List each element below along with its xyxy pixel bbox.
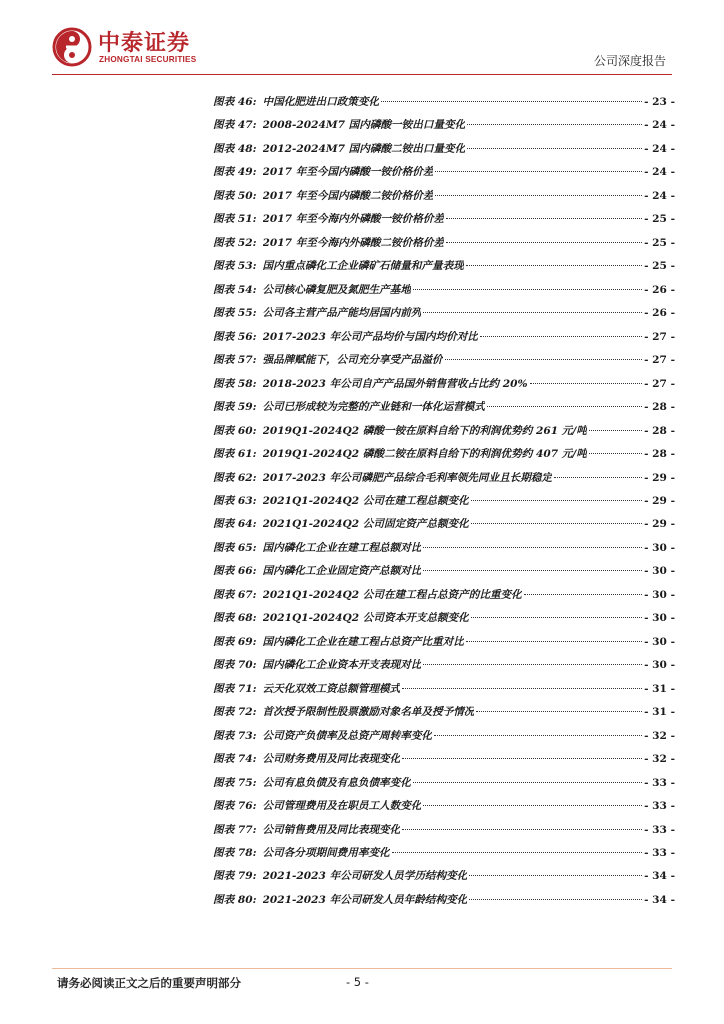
toc-figure-label: 图表 78: xyxy=(213,847,257,859)
toc-page-number: - 27 - xyxy=(644,354,675,367)
toc-figure-title: 2017 年至今海内外磷酸一铵价格价差 xyxy=(262,213,445,226)
toc-dot-leader xyxy=(476,711,642,712)
toc-entry[interactable] xyxy=(213,607,675,630)
toc-figure-label: 图表 68: xyxy=(213,612,257,625)
toc-page-number: - 29 - xyxy=(644,494,675,507)
toc-figure-title: 国内重点磷化工企业磷矿石储量和产量表现 xyxy=(262,260,464,273)
toc-dot-leader xyxy=(471,523,642,524)
toc-page-number: - 27 - xyxy=(644,330,675,343)
toc-figure-label: 图表 70: xyxy=(213,659,257,672)
toc-figure-label: 图表 61: xyxy=(213,448,257,461)
toc-entry[interactable] xyxy=(213,819,675,842)
toc-page-number: - 23 - xyxy=(644,96,675,108)
toc-figure-label: 图表 72: xyxy=(213,706,257,719)
toc-figure-label: 图表 47: xyxy=(213,119,257,132)
toc-dot-leader xyxy=(381,101,642,102)
toc-figure-title: 公司财务费用及同比表现变化 xyxy=(262,753,401,766)
toc-entry[interactable] xyxy=(213,279,675,302)
toc-figure-title: 云天化双效工资总额管理模式 xyxy=(262,682,401,695)
toc-figure-label: 图表 49: xyxy=(213,166,257,179)
toc-dot-leader xyxy=(402,758,642,759)
toc-page-number: - 33 - xyxy=(644,823,675,836)
toc-dot-leader xyxy=(530,383,642,384)
toc-entry[interactable] xyxy=(213,420,675,443)
toc-figure-title: 2017-2023 年公司磷肥产品综合毛利率领先同业且长期稳定 xyxy=(262,471,553,484)
toc-figure-label: 图表 69: xyxy=(213,635,257,648)
toc-figure-label: 图表 79: xyxy=(213,870,257,883)
toc-page-number: - 33 - xyxy=(644,800,675,813)
toc-page-number: - 30 - xyxy=(644,659,675,672)
toc-figure-label: 图表 56: xyxy=(213,330,257,343)
toc-figure-label: 图表 74: xyxy=(213,753,257,766)
toc-page-number: - 24 - xyxy=(644,166,675,179)
toc-figure-title: 公司核心磷复肥及氮肥生产基地 xyxy=(262,283,411,296)
toc-figure-title: 2017 年至今海内外磷酸二铵价格价差 xyxy=(262,236,445,249)
toc-figure-label: 图表 60: xyxy=(213,424,257,437)
toc-figure-label: 图表 64: xyxy=(213,518,257,531)
toc-entry[interactable] xyxy=(213,537,675,560)
toc-figure-title: 公司各分项期间费用率变化 xyxy=(262,847,390,859)
toc-entry[interactable] xyxy=(213,701,675,724)
toc-dot-leader xyxy=(480,336,642,337)
logo-english-name: ZHONGTAI SECURITIES xyxy=(99,55,197,64)
toc-entry[interactable] xyxy=(213,654,675,677)
toc-figure-label: 图表 52: xyxy=(213,236,257,249)
toc-figure-label: 图表 55: xyxy=(213,307,257,320)
toc-figure-label: 图表 46: xyxy=(213,96,257,108)
toc-figure-title: 中国化肥进出口政策变化 xyxy=(262,96,380,108)
toc-page-number: - 24 - xyxy=(644,189,675,202)
toc-entry[interactable] xyxy=(213,584,675,607)
zhongtai-logo-icon xyxy=(52,27,92,67)
toc-figure-title: 2021Q1-2024Q2 公司在建工程占总资产的比重变化 xyxy=(262,588,522,601)
toc-figure-label: 图表 50: xyxy=(213,189,257,202)
toc-entry[interactable] xyxy=(213,208,675,231)
toc-page-number: - 28 - xyxy=(644,448,675,461)
toc-entry[interactable] xyxy=(213,373,675,396)
toc-figure-title: 国内磷化工企业在建工程占总资产比重对比 xyxy=(262,635,464,648)
toc-entry[interactable] xyxy=(213,185,675,208)
footer-disclaimer: 请务必阅读正文之后的重要声明部分 xyxy=(57,976,241,990)
toc-figure-title: 2018-2023 年公司自产产品国外销售营收占比约 20% xyxy=(262,377,528,390)
toc-entry[interactable] xyxy=(213,161,675,184)
toc-page-number: - 32 - xyxy=(644,729,675,742)
toc-entry[interactable] xyxy=(213,772,675,795)
toc-figure-label: 图表 54: xyxy=(213,283,257,296)
toc-entry[interactable] xyxy=(213,91,675,114)
toc-figure-label: 图表 51: xyxy=(213,213,257,226)
toc-figure-title: 国内磷化工企业在建工程总额对比 xyxy=(262,541,422,554)
toc-figure-label: 图表 63: xyxy=(213,494,257,507)
toc-figure-label: 图表 65: xyxy=(213,541,257,554)
toc-dot-leader xyxy=(466,265,642,266)
toc-entry[interactable] xyxy=(213,326,675,349)
toc-entry[interactable] xyxy=(213,560,675,583)
toc-dot-leader xyxy=(435,195,642,196)
toc-dot-leader xyxy=(413,289,642,290)
toc-page-number: - 24 - xyxy=(644,142,675,155)
toc-dot-leader xyxy=(423,547,642,548)
report-type-label: 公司深度报告 xyxy=(593,54,666,68)
toc-figure-label: 图表 76: xyxy=(213,800,257,813)
toc-page-number: - 34 - xyxy=(644,870,675,883)
toc-page-number: - 33 - xyxy=(644,776,675,789)
toc-figure-label: 图表 77: xyxy=(213,823,257,836)
toc-entry[interactable] xyxy=(213,349,675,372)
toc-dot-leader xyxy=(554,477,642,478)
toc-dot-leader xyxy=(402,829,642,830)
toc-figure-title: 2019Q1-2024Q2 磷酸二铵在原料自给下的利润优势约 407 元/吨 xyxy=(262,448,587,461)
toc-dot-leader xyxy=(423,664,642,665)
toc-dot-leader xyxy=(471,617,642,618)
toc-dot-leader xyxy=(487,406,642,407)
toc-entry[interactable] xyxy=(213,467,675,490)
figure-index-list xyxy=(213,91,675,912)
toc-dot-leader xyxy=(467,148,642,149)
toc-page-number: - 31 - xyxy=(644,682,675,695)
toc-page-number: - 28 - xyxy=(644,401,675,414)
toc-entry[interactable] xyxy=(213,842,675,865)
toc-dot-leader xyxy=(589,430,642,431)
header-divider xyxy=(52,74,672,75)
toc-figure-title: 公司管理费用及在职员工人数变化 xyxy=(262,800,422,813)
toc-figure-title: 公司已形成较为完整的产业链和一体化运营模式 xyxy=(262,401,485,414)
toc-figure-label: 图表 66: xyxy=(213,565,257,578)
toc-dot-leader xyxy=(469,875,642,876)
toc-page-number: - 30 - xyxy=(644,588,675,601)
toc-figure-label: 图表 58: xyxy=(213,377,257,390)
toc-figure-title: 公司各主营产品产能均居国内前列 xyxy=(262,307,422,320)
toc-dot-leader xyxy=(423,570,642,571)
toc-figure-title: 国内磷化工企业固定资产总额对比 xyxy=(262,565,422,578)
toc-figure-title: 2017-2023 年公司产品均价与国内均价对比 xyxy=(262,330,478,343)
toc-entry[interactable] xyxy=(213,302,675,325)
toc-page-number: - 29 - xyxy=(644,471,675,484)
toc-figure-label: 图表 48: xyxy=(213,142,257,155)
page-header xyxy=(0,0,724,80)
toc-page-number: - 27 - xyxy=(644,377,675,390)
toc-dot-leader xyxy=(469,899,642,900)
toc-dot-leader xyxy=(423,805,642,806)
toc-page-number: - 30 - xyxy=(644,612,675,625)
toc-page-number: - 32 - xyxy=(644,753,675,766)
toc-dot-leader xyxy=(434,735,642,736)
footer-divider xyxy=(52,968,672,969)
toc-dot-leader xyxy=(445,359,642,360)
logo-chinese-name: 中泰证券 xyxy=(98,31,191,56)
toc-page-number: - 28 - xyxy=(644,424,675,437)
toc-figure-title: 2008-2024M7 国内磷酸一铵出口量变化 xyxy=(262,119,466,132)
toc-figure-title: 2021Q1-2024Q2 公司固定资产总额变化 xyxy=(262,518,469,531)
toc-dot-leader xyxy=(524,594,642,595)
toc-figure-title: 2012-2024M7 国内磷酸二铵出口量变化 xyxy=(262,142,466,155)
toc-dot-leader xyxy=(471,500,642,501)
toc-dot-leader xyxy=(589,453,642,454)
toc-page-number: - 30 - xyxy=(644,635,675,648)
toc-figure-label: 图表 59: xyxy=(213,401,257,414)
toc-dot-leader xyxy=(435,171,642,172)
toc-dot-leader xyxy=(466,641,642,642)
toc-dot-leader xyxy=(467,124,642,125)
company-logo xyxy=(52,27,220,71)
toc-dot-leader xyxy=(402,688,642,689)
toc-figure-title: 强品牌赋能下，公司充分享受产品溢价 xyxy=(262,354,443,367)
toc-figure-title: 2019Q1-2024Q2 磷酸一铵在原料自给下的利润优势约 261 元/吨 xyxy=(262,424,587,437)
toc-figure-title: 国内磷化工企业资本开支表现对比 xyxy=(262,659,422,672)
toc-page-number: - 25 - xyxy=(644,236,675,249)
toc-figure-title: 首次授予限制性股票激励对象名单及授予情况 xyxy=(262,706,475,719)
toc-page-number: - 34 - xyxy=(644,893,675,906)
toc-entry[interactable] xyxy=(213,138,675,161)
toc-figure-title: 公司销售费用及同比表现变化 xyxy=(262,823,401,836)
toc-figure-label: 图表 67: xyxy=(213,588,257,601)
toc-figure-title: 公司资产负债率及总资产周转率变化 xyxy=(262,729,433,742)
toc-entry[interactable] xyxy=(213,232,675,255)
toc-figure-label: 图表 71: xyxy=(213,682,257,695)
toc-page-number: - 26 - xyxy=(644,283,675,296)
toc-figure-label: 图表 73: xyxy=(213,729,257,742)
toc-dot-leader xyxy=(446,218,642,219)
toc-entry[interactable] xyxy=(213,889,675,912)
toc-dot-leader xyxy=(392,852,642,853)
toc-figure-title: 2021Q1-2024Q2 公司资本开支总额变化 xyxy=(262,612,469,625)
toc-entry[interactable] xyxy=(213,678,675,701)
toc-page-number: - 25 - xyxy=(644,260,675,273)
toc-figure-title: 2021Q1-2024Q2 公司在建工程总额变化 xyxy=(262,494,469,507)
toc-page-number: - 24 - xyxy=(644,119,675,132)
toc-dot-leader xyxy=(423,312,642,313)
toc-entry[interactable] xyxy=(213,865,675,888)
toc-entry[interactable] xyxy=(213,443,675,466)
toc-entry[interactable] xyxy=(213,114,675,137)
toc-page-number: - 30 - xyxy=(644,565,675,578)
toc-page-number: - 31 - xyxy=(644,706,675,719)
toc-entry[interactable] xyxy=(213,795,675,818)
toc-figure-title: 2017 年至今国内磷酸一铵价格价差 xyxy=(262,166,434,179)
toc-figure-title: 2017 年至今国内磷酸二铵价格价差 xyxy=(262,189,434,202)
toc-figure-label: 图表 53: xyxy=(213,260,257,273)
toc-page-number: - 30 - xyxy=(644,541,675,554)
toc-entry[interactable] xyxy=(213,396,675,419)
toc-entry[interactable] xyxy=(213,513,675,536)
toc-figure-title: 2021-2023 年公司研发人员年龄结构变化 xyxy=(262,893,468,906)
toc-dot-leader xyxy=(413,782,642,783)
toc-page-number: - 29 - xyxy=(644,518,675,531)
toc-entry[interactable] xyxy=(213,490,675,513)
toc-page-number: - 25 - xyxy=(644,213,675,226)
toc-figure-title: 公司有息负债及有息负债率变化 xyxy=(262,776,411,789)
toc-entry[interactable] xyxy=(213,748,675,771)
toc-figure-label: 图表 62: xyxy=(213,471,257,484)
footer-page-number: - 5 - xyxy=(346,975,369,989)
toc-figure-title: 2021-2023 年公司研发人员学历结构变化 xyxy=(262,870,468,883)
toc-page-number: - 33 - xyxy=(644,847,675,859)
toc-page-number: - 26 - xyxy=(644,307,675,320)
toc-figure-label: 图表 75: xyxy=(213,776,257,789)
toc-entry[interactable] xyxy=(213,725,675,748)
toc-entry[interactable] xyxy=(213,631,675,654)
toc-dot-leader xyxy=(446,242,642,243)
toc-figure-label: 图表 57: xyxy=(213,354,257,367)
toc-entry[interactable] xyxy=(213,255,675,278)
toc-figure-label: 图表 80: xyxy=(213,893,257,906)
